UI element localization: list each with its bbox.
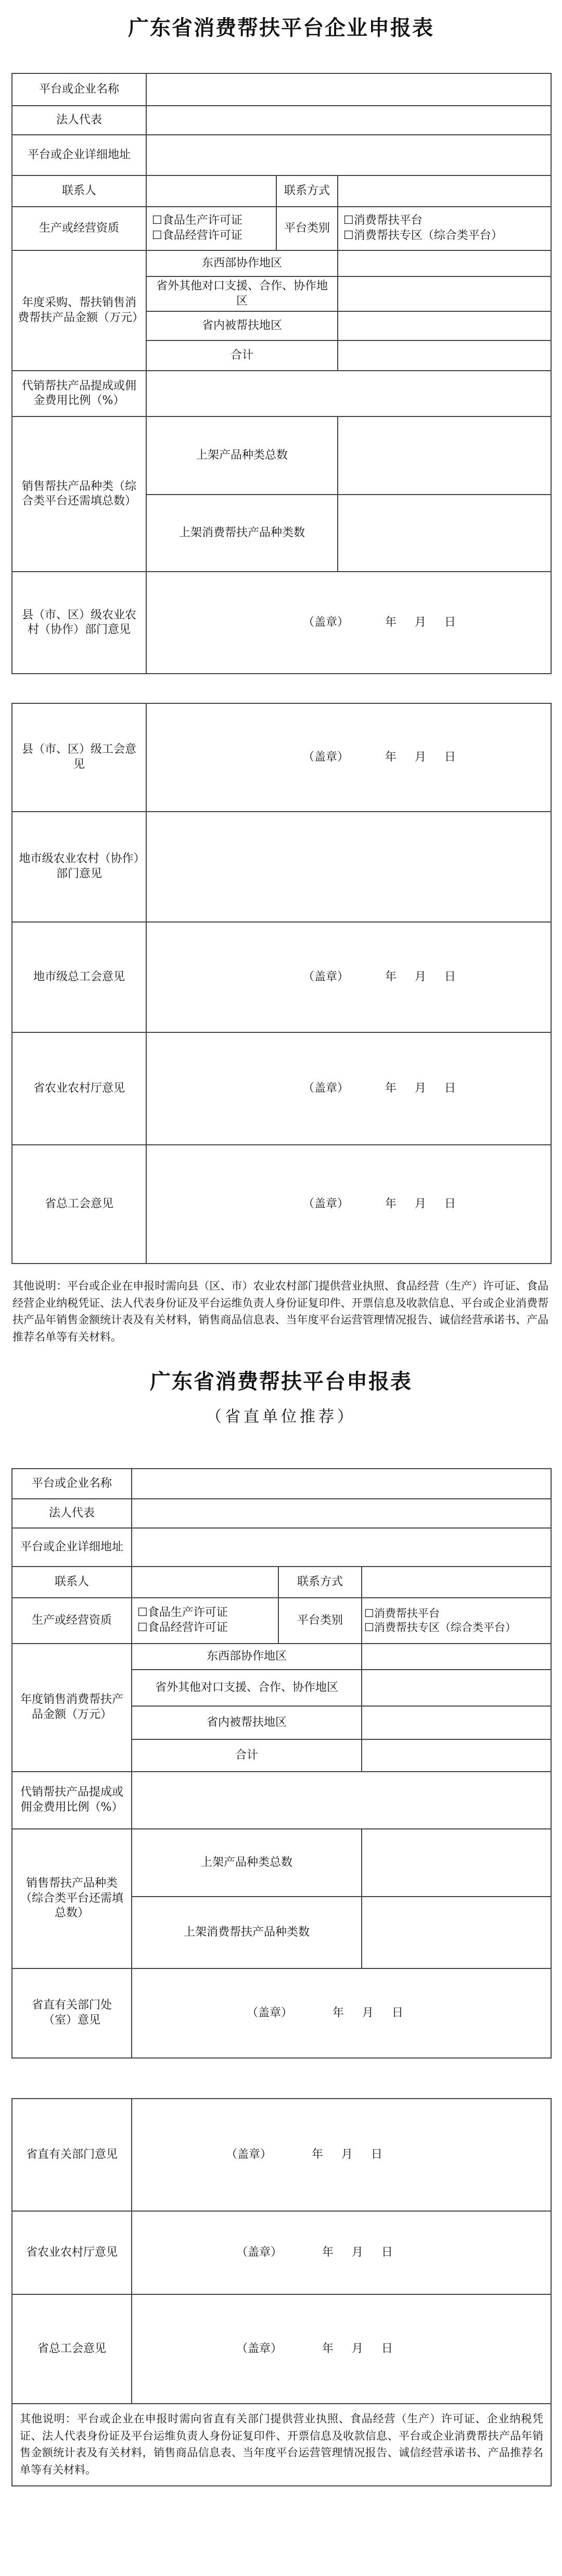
form2-dept-opinion-stamp[interactable]: （盖章） 年 月 日: [132, 1968, 551, 2058]
form1-prov-union-label: 省总工会意见: [12, 1145, 146, 1264]
form2-qualification-options: [132, 1598, 278, 1644]
form2-commission-field[interactable]: [132, 1772, 551, 1829]
form1-area1-field[interactable]: [338, 250, 551, 276]
form1-total-label: 合计: [146, 340, 338, 371]
form1-platform-type-label: 平台类别: [276, 207, 338, 250]
form1-qualification-label: 生产或经营资质: [12, 207, 146, 250]
form1-ptype-platform-checkbox[interactable]: ☐消费帮扶平台: [343, 214, 423, 228]
form1-address-field[interactable]: [146, 135, 551, 175]
form2-qual-production-checkbox[interactable]: ☐食品生产许可证: [137, 1606, 228, 1620]
form1-shelf-help-label: 上架消费帮扶产品种类数: [146, 495, 338, 572]
form1-contact-label: 联系人: [12, 175, 146, 207]
form1-prov-union-stamp[interactable]: （盖章） 年 月 日: [146, 1145, 551, 1264]
form1-shelf-total-field[interactable]: [338, 416, 551, 495]
form2-total-label: 合计: [132, 1739, 362, 1772]
form2-platform-type-options: [362, 1598, 551, 1644]
form2-area3-label: 省内被帮扶地区: [132, 1706, 362, 1739]
form2-address-label: 平台或企业详细地址: [12, 1528, 132, 1567]
form1-contact-way-label: 联系方式: [276, 175, 338, 207]
form2-area1-label: 东西部协作地区: [132, 1644, 362, 1670]
form2-platform-type-label: 平台类别: [278, 1598, 362, 1644]
form2-legal-field[interactable]: [132, 1499, 551, 1528]
form2-prov-union-stamp[interactable]: （盖章） 年 月 日: [132, 2294, 551, 2404]
form2-prov-agri-label: 省农业农村厅意见: [12, 2211, 132, 2294]
form1-area2-label: 省外其他对口支援、合作、协作地区: [146, 276, 338, 311]
form2-contact-field[interactable]: [132, 1567, 278, 1598]
form2-shelf-help-label: 上架消费帮扶产品种类数: [132, 1897, 362, 1968]
form2-address-field[interactable]: [132, 1528, 551, 1567]
form2-shelf-total-field[interactable]: [362, 1829, 551, 1897]
form2-ptype-zone-checkbox[interactable]: ☐消费帮扶专区（综合类平台）: [364, 1621, 516, 1634]
form1-table-upper: [11, 73, 552, 674]
form2-varieties-label: 销售帮扶产品种类（综合类平台还需填总数）: [12, 1829, 132, 1968]
form2-table-opinions: [11, 2098, 552, 2486]
form1-ptype-zone-checkbox[interactable]: ☐消费帮扶专区（综合类平台）: [343, 229, 503, 242]
form2-note: 其他说明：平台或企业在申报时需向省直有关部门提供营业执照、食品经营（生产）许可证、企业纳税凭证、法人代表身份证及平台运维负责人身份证复印件、开票信息及收款信息、平台或企业消费帮扶产品年销售金额统计表及有关材料，销售商品信息表、当年度平台运营管理情况报告、诚信经营承诺书、产品推荐名单等有关材料。: [12, 2404, 551, 2486]
form1-shelf-help-field[interactable]: [338, 495, 551, 572]
form2-legal-label: 法人代表: [12, 1499, 132, 1528]
form1-title: 广东省消费帮扶平台企业申报表: [128, 16, 434, 40]
form2-area2-label: 省外其他对口支援、合作、协作地区: [132, 1670, 362, 1706]
form1-qual-operation-checkbox[interactable]: ☐食品经营许可证: [152, 229, 242, 242]
form2-contact-way-field[interactable]: [362, 1567, 551, 1598]
form1-area3-label: 省内被帮扶地区: [146, 311, 338, 340]
form2-dept-opinion2-stamp[interactable]: （盖章） 年 月 日: [132, 2099, 551, 2211]
form2-annual-amount-label: 年度销售消费帮扶产品金额（万元）: [12, 1644, 132, 1772]
form1-commission-label: 代销帮扶产品提成或佣金费用比例（%）: [12, 371, 146, 416]
form1-county-agri-stamp[interactable]: （盖章） 年 月 日: [146, 572, 551, 674]
form2-commission-label: 代销帮扶产品提成或佣金费用比例（%）: [12, 1772, 132, 1829]
form1-shelf-total-label: 上架产品种类总数: [146, 416, 338, 495]
form2-subtitle: （省直单位推荐）: [206, 1408, 356, 1426]
form2-total-field[interactable]: [362, 1739, 551, 1772]
form2-dept-opinion2-label: 省直有关部门意见: [12, 2099, 132, 2211]
form1-total-field[interactable]: [338, 340, 551, 371]
form2-area1-field[interactable]: [362, 1644, 551, 1670]
form1-county-agri-label: 县（市、区）级农业农村（协作）部门意见: [12, 572, 146, 674]
form1-name-label: 平台或企业名称: [12, 73, 146, 106]
form1-city-agri-field[interactable]: [146, 812, 551, 922]
form1-prov-agri-label: 省农业农村厅意见: [12, 1032, 146, 1145]
form1-area1-label: 东西部协作地区: [146, 250, 338, 276]
form1-area2-field[interactable]: [338, 276, 551, 311]
form1-city-union-stamp[interactable]: （盖章） 年 月 日: [146, 922, 551, 1032]
form2-contact-way-label: 联系方式: [278, 1567, 362, 1598]
form2-name-label: 平台或企业名称: [12, 1469, 132, 1499]
form1-qual-production-checkbox[interactable]: ☐食品生产许可证: [152, 214, 242, 228]
form1-commission-field[interactable]: [146, 371, 551, 416]
form1-area3-field[interactable]: [338, 311, 551, 340]
form1-qualification-options: [146, 207, 276, 250]
form2-shelf-total-label: 上架产品种类总数: [132, 1829, 362, 1897]
form1-prov-agri-stamp[interactable]: （盖章） 年 月 日: [146, 1032, 551, 1145]
form1-legal-field[interactable]: [146, 106, 551, 135]
form2-area2-field[interactable]: [362, 1670, 551, 1706]
form2-dept-opinion-label: 省直有关部门处（室）意见: [12, 1968, 132, 2058]
form2-prov-union-label: 省总工会意见: [12, 2294, 132, 2404]
form2-qual-operation-checkbox[interactable]: ☐食品经营许可证: [137, 1621, 228, 1634]
form2-ptype-platform-checkbox[interactable]: ☐消费帮扶平台: [364, 1607, 440, 1620]
form2-prov-agri-stamp[interactable]: （盖章） 年 月 日: [132, 2211, 551, 2294]
form1-county-union-stamp[interactable]: （盖章） 年 月 日: [146, 703, 551, 812]
form2-shelf-help-field[interactable]: [362, 1897, 551, 1968]
form1-legal-label: 法人代表: [12, 106, 146, 135]
form1-city-union-label: 地市级总工会意见: [12, 922, 146, 1032]
form2-area3-field[interactable]: [362, 1706, 551, 1739]
form1-annual-amount-label: 年度采购、帮扶销售消费帮扶产品金额（万元）: [12, 250, 146, 371]
form1-varieties-label: 销售帮扶产品种类（综合类平台还需填总数）: [12, 416, 146, 572]
form1-name-field[interactable]: [146, 73, 551, 106]
form1-platform-type-options: [338, 207, 551, 250]
form1-address-label: 平台或企业详细地址: [12, 135, 146, 175]
form1-contact-field[interactable]: [146, 175, 276, 207]
form2-qualification-label: 生产或经营资质: [12, 1598, 132, 1644]
form2-table-upper: [11, 1468, 552, 2059]
form1-table-opinions: [11, 703, 552, 1264]
form1-city-agri-label: 地市级农业农村（协作）部门意见: [12, 812, 146, 922]
form2-title: 广东省消费帮扶平台申报表: [150, 1370, 412, 1394]
form2-name-field[interactable]: [132, 1469, 551, 1499]
form2-contact-label: 联系人: [12, 1567, 132, 1598]
form1-note: 其他说明：平台或企业在申报时需向县（区、市）农业农村部门提供营业执照、食品经营（生产）许可证、食品经营企业纳税凭证、法人代表身份证及平台运维负责人身份证复印件、开票信息及收款信息、平台或企业消费帮扶产品年销售金额统计表及有关材料，销售商品信息表、当年度平台运营管理情况报告、诚信经营承诺书、产品推荐名单等有关材料。: [12, 1280, 548, 1343]
form1-contact-way-field[interactable]: [338, 175, 551, 207]
form1-county-union-label: 县（市、区）级工会意见: [12, 703, 146, 812]
